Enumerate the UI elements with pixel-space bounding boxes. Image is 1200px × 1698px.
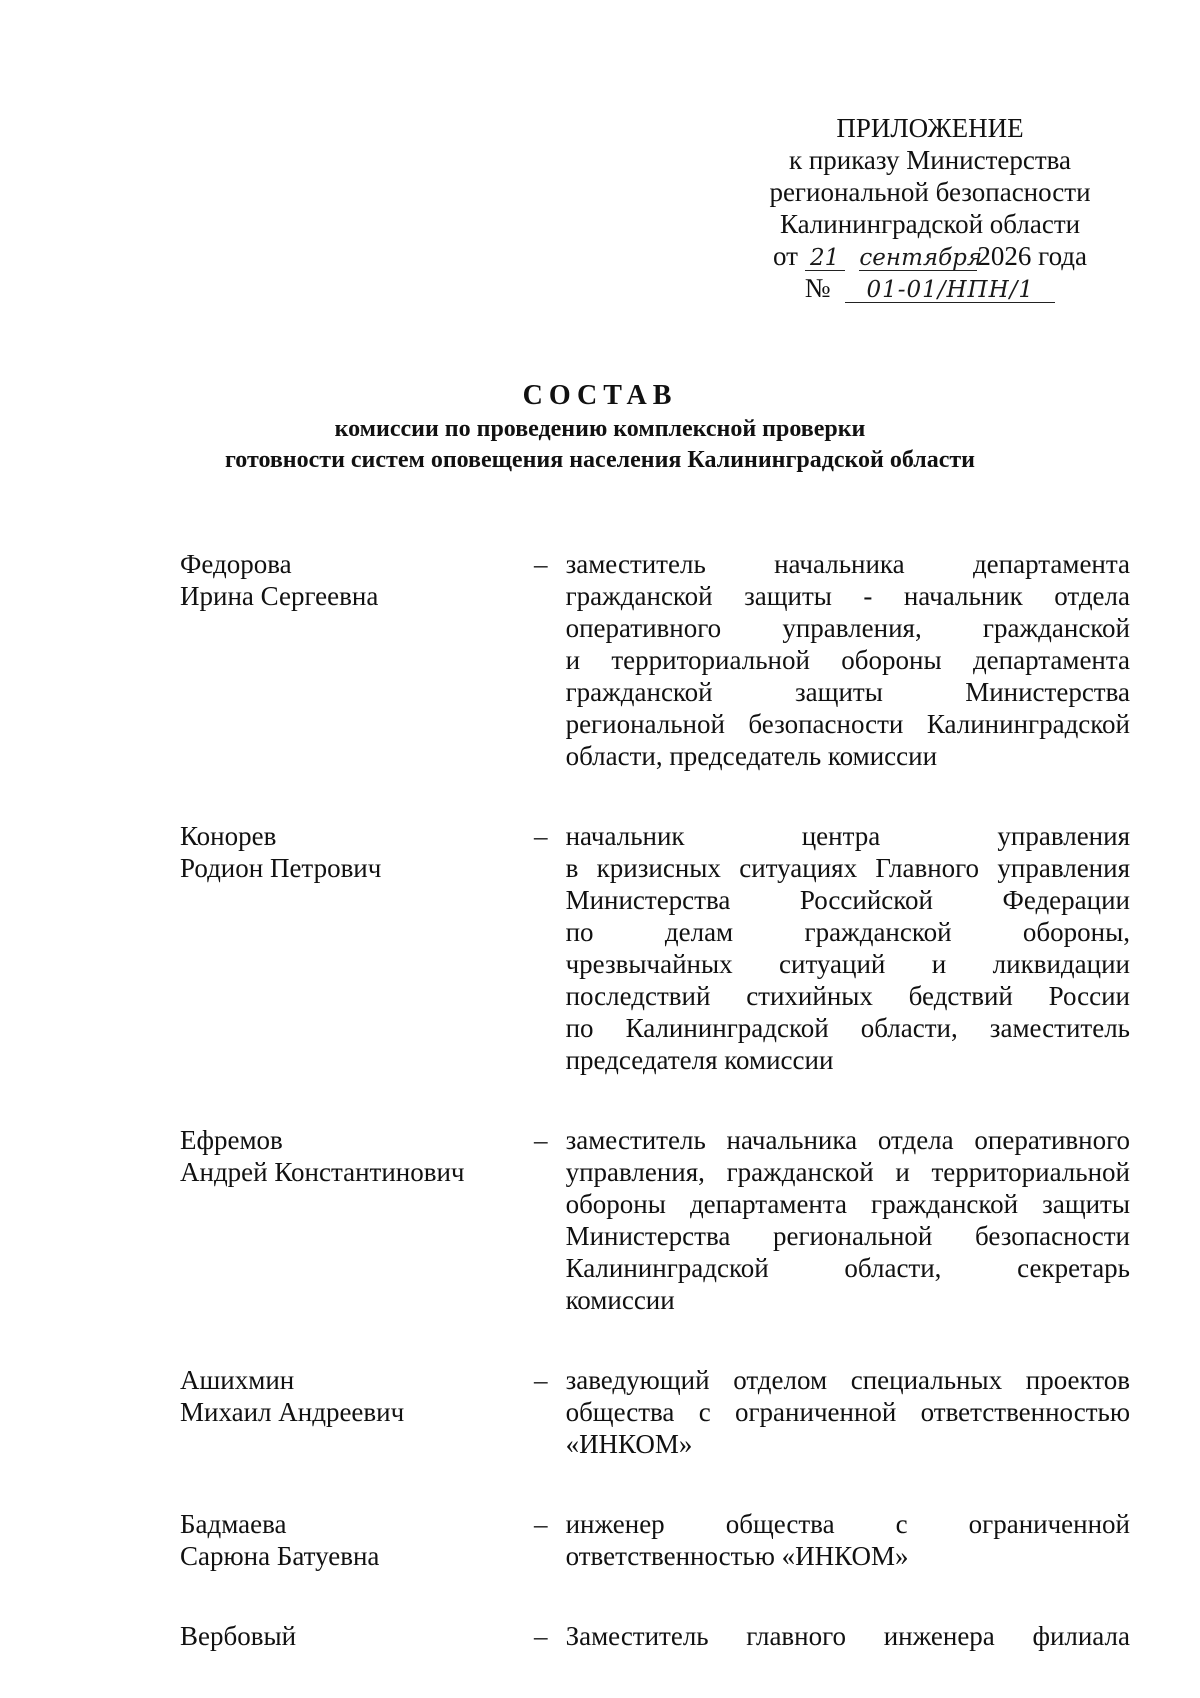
role-line: по Калининградской области, заместитель	[565, 1013, 1130, 1043]
role-line: заведующий отделом специальных проектов	[565, 1365, 1130, 1395]
role-line: Заместитель главного инженера филиала	[565, 1621, 1130, 1651]
member-given-names: Сарюна Батуевна	[180, 1541, 380, 1571]
appendix-header	[730, 112, 1130, 304]
member-dash: –	[533, 1125, 548, 1155]
date-month-handwritten: сентября	[859, 245, 983, 271]
role-line: председателя комиссии	[565, 1045, 834, 1075]
member-name	[180, 820, 516, 884]
role-line: управления, гражданской и территориальной	[565, 1157, 1130, 1187]
member-name	[180, 1620, 516, 1652]
appendix-line-1: к приказу Министерства	[788, 145, 1072, 175]
member-role	[566, 1508, 1130, 1572]
role-line: оперативного управления, гражданской	[565, 613, 1130, 643]
member-row	[180, 820, 1130, 1076]
role-line: гражданской защиты - начальник отдела	[565, 581, 1130, 611]
role-line: гражданской защиты Министерства	[565, 677, 1130, 707]
member-dash: –	[533, 1621, 548, 1651]
member-surname: Вербовый	[180, 1621, 297, 1651]
member-name	[180, 1364, 516, 1428]
member-role	[566, 1124, 1130, 1316]
appendix-number	[730, 272, 1130, 304]
role-line: региональной безопасности Калининградской	[565, 709, 1130, 739]
member-dash: –	[533, 1509, 548, 1539]
role-line: в кризисных ситуациях Главного управления	[565, 853, 1130, 883]
appendix-line-2: региональной безопасности	[769, 177, 1091, 207]
member-given-names: Ирина Сергеевна	[180, 581, 379, 611]
member-name	[180, 1508, 516, 1572]
order-number-handwritten: 01-01/НПН/1	[845, 278, 1055, 303]
role-line: начальник центра управления	[565, 821, 1130, 851]
date-day-handwritten: 21	[805, 246, 845, 271]
member-row	[180, 1124, 1130, 1316]
member-surname: Бадмаева	[180, 1509, 287, 1539]
member-surname: Федорова	[180, 549, 292, 579]
member-dash: –	[533, 821, 548, 851]
member-given-names: Андрей Константинович	[180, 1157, 465, 1187]
member-row	[180, 1508, 1130, 1572]
document-title	[0, 378, 1200, 476]
appendix-title: ПРИЛОЖЕНИЕ	[836, 113, 1024, 143]
member-name	[180, 548, 516, 612]
role-line: Калининградской области, секретарь	[565, 1253, 1130, 1283]
member-surname: Ашихмин	[180, 1365, 295, 1395]
role-line: последствий стихийных бедствий России	[565, 981, 1130, 1011]
role-line: общества с ограниченной ответственностью	[565, 1397, 1130, 1427]
role-line: Министерства региональной безопасности	[565, 1221, 1130, 1251]
member-role	[566, 820, 1130, 1076]
member-dash: –	[533, 1365, 548, 1395]
member-role	[566, 548, 1130, 772]
role-line: и территориальной обороны департамента	[565, 645, 1130, 675]
date-suffix: 2026 года	[977, 241, 1088, 271]
member-given-names: Михаил Андреевич	[180, 1397, 405, 1427]
date-prefix: от	[772, 241, 798, 271]
role-line: обороны департамента гражданской защиты	[565, 1189, 1130, 1219]
member-dash: –	[533, 549, 548, 579]
member-row	[180, 548, 1130, 772]
member-role	[566, 1620, 1130, 1652]
role-line: заместитель начальника отдела оперативного	[565, 1125, 1130, 1155]
appendix-date	[730, 240, 1130, 272]
number-prefix: №	[804, 273, 831, 303]
members-list	[180, 548, 1130, 1652]
role-line: Министерства Российской Федерации	[565, 885, 1130, 915]
member-row	[180, 1620, 1130, 1652]
member-given-names: Родион Петрович	[180, 853, 382, 883]
role-line: чрезвычайных ситуаций и ликвидации	[565, 949, 1130, 979]
title-main: СОСТАВ	[522, 380, 678, 411]
title-line-2: готовности систем оповещения населения Калининградской области	[224, 447, 975, 473]
appendix-line-3: Калининградской области	[779, 209, 1081, 239]
role-line: области, председатель комиссии	[565, 741, 938, 771]
role-line: комиссии	[565, 1285, 675, 1315]
role-line: инженер общества с ограниченной	[565, 1509, 1130, 1539]
member-role	[566, 1364, 1130, 1460]
member-surname: Ефремов	[180, 1125, 283, 1155]
role-line: заместитель начальника департамента	[565, 549, 1130, 579]
role-line: по делам гражданской обороны,	[565, 917, 1130, 947]
member-row	[180, 1364, 1130, 1460]
title-line-1: комиссии по проведению комплексной проверки	[334, 416, 866, 442]
member-surname: Конорев	[180, 821, 277, 851]
member-name	[180, 1124, 516, 1188]
role-line: ответственностью «ИНКОМ»	[565, 1541, 909, 1571]
role-line: «ИНКОМ»	[565, 1429, 693, 1459]
